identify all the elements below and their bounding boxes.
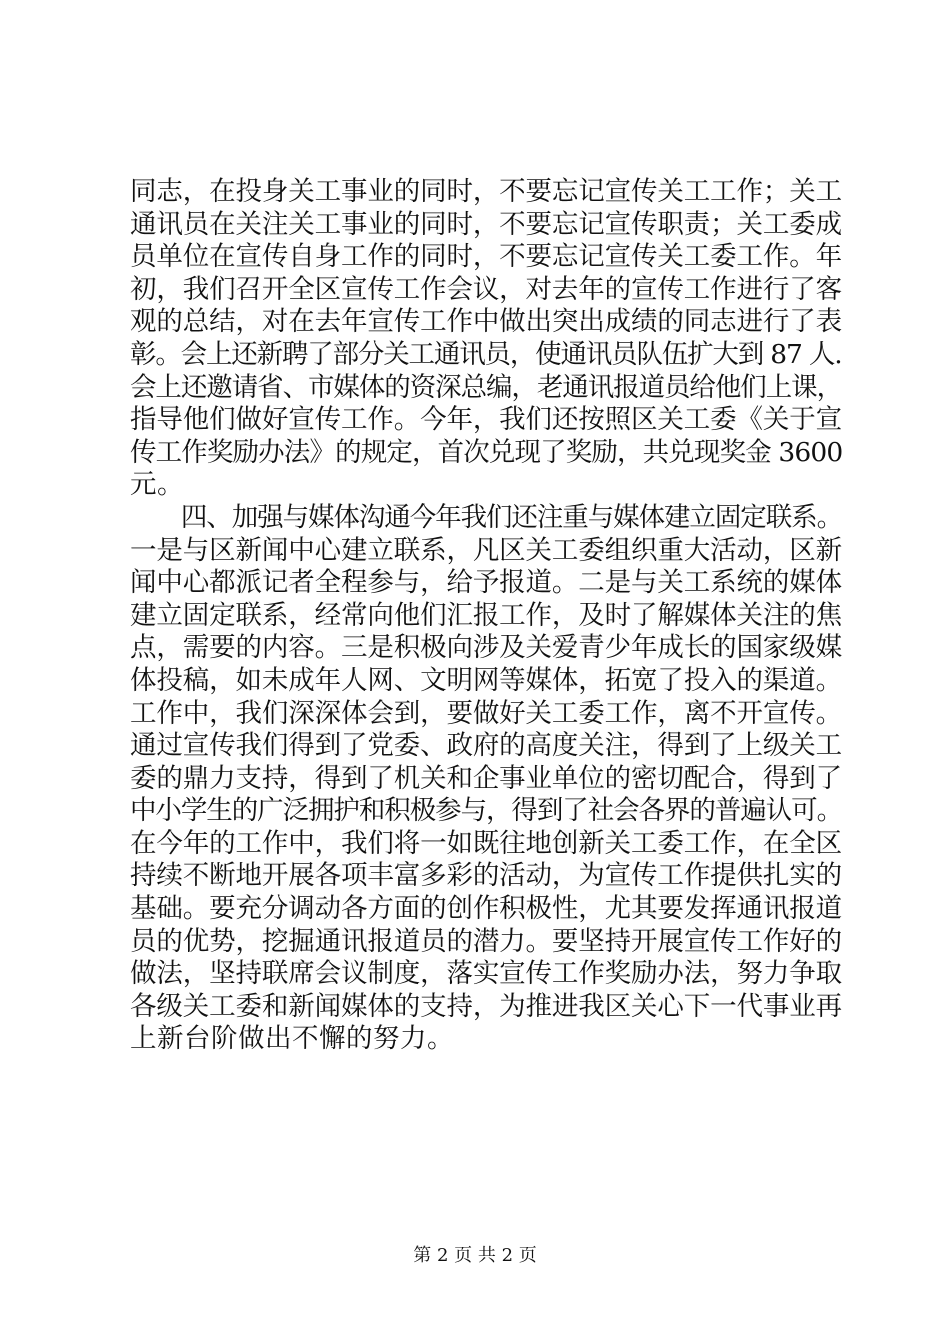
text-line: 基础。要充分调动各方面的创作积极性，尤其要发挥通讯报道: [130, 893, 842, 925]
text-line: 初，我们召开全区宣传工作会议，对去年的宣传工作进行了客: [130, 273, 842, 305]
text-line: 通过宣传我们得到了党委、政府的高度关注，得到了上级关工: [130, 730, 842, 762]
text-line: 元。: [130, 469, 184, 501]
body-text: [130, 176, 843, 1056]
text-line: 在今年的工作中，我们将一如既往地创新关工委工作，在全区: [130, 827, 842, 859]
text-line: 通讯员在关注关工事业的同时，不要忘记宣传职责；关工委成: [130, 208, 842, 240]
text-line: 做法，坚持联席会议制度，落实宣传工作奖励办法，努力争取: [130, 958, 842, 990]
text-line: 指导他们做好宣传工作。今年，我们还按照区关工委《关于宣: [130, 404, 842, 436]
text-line: 一是与区新闻中心建立联系，凡区关工委组织重大活动，区新: [130, 534, 842, 566]
text-line: 同志，在投身关工事业的同时，不要忘记宣传关工工作；关工: [130, 176, 842, 207]
page-number-footer: 第 2 页 共 2 页: [413, 1245, 537, 1266]
text-line: 上新台阶做出不懈的努力。: [130, 1023, 454, 1055]
text-line: 委的鼎力支持，得到了机关和企事业单位的密切配合，得到了: [130, 762, 842, 794]
text-line: 各级关工委和新闻媒体的支持，为推进我区关心下一代事业再: [130, 990, 842, 1022]
text-line: 观的总结，对在去年宣传工作中做出突出成绩的同志进行了表: [130, 306, 842, 338]
text-line: 中小学生的广泛拥护和积极参与，得到了社会各界的普遍认可。: [130, 795, 842, 827]
text-line: 四、加强与媒体沟通今年我们还注重与媒体建立固定联系。: [130, 501, 842, 533]
text-line: 点，需要的内容。三是积极向涉及关爱青少年成长的国家级媒: [130, 632, 842, 664]
text-line: 闻中心都派记者全程参与，给予报道。二是与关工系统的媒体: [130, 567, 842, 599]
text-line: 员的优势，挖掘通讯报道员的潜力。要坚持开展宣传工作好的: [130, 925, 842, 957]
text-line: 彰。会上还新聘了部分关工通讯员，使通讯员队伍扩大到 87 人.: [130, 338, 842, 370]
text-line: 工作中，我们深深体会到，要做好关工委工作，离不开宣传。: [130, 697, 842, 729]
text-line: 传工作奖励办法》的规定，首次兑现了奖励，共兑现奖金 3600: [130, 436, 843, 468]
text-line: 员单位在宣传自身工作的同时，不要忘记宣传关工委工作。年: [130, 241, 842, 273]
text-line: 持续不断地开展各项丰富多彩的活动，为宣传工作提供扎实的: [130, 860, 842, 892]
text-line: 体投稿，如未成年人网、文明网等媒体，拓宽了投入的渠道。: [130, 664, 842, 696]
text-line: 建立固定联系，经常向他们汇报工作，及时了解媒体关注的焦: [130, 599, 842, 631]
text-line: 会上还邀请省、市媒体的资深总编，老通讯报道员给他们上课，: [130, 371, 842, 403]
